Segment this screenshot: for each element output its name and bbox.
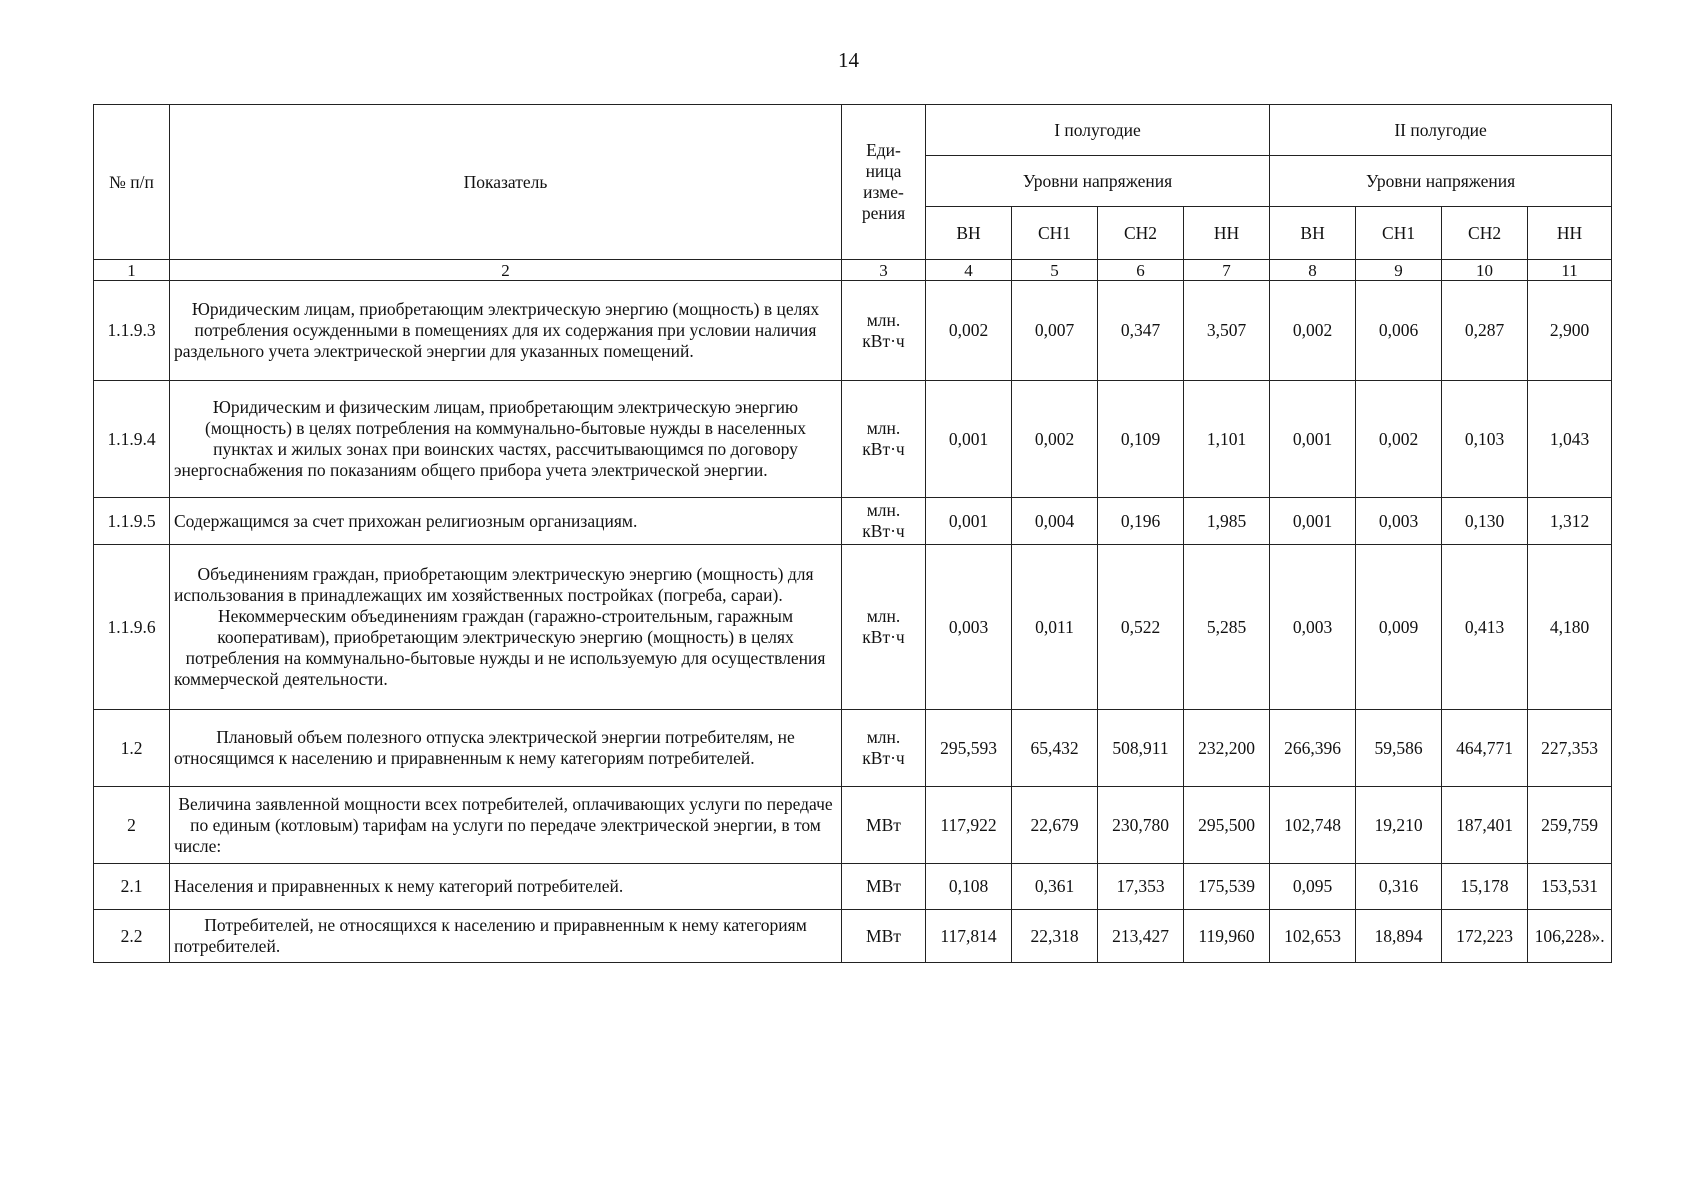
row-value: 19,210 (1356, 787, 1442, 864)
row-value: 0,001 (1270, 498, 1356, 545)
header-level-nn-1: НН (1184, 207, 1270, 260)
row-value: 0,002 (1012, 381, 1098, 498)
row-number: 2 (94, 787, 170, 864)
row-number: 2.2 (94, 910, 170, 963)
row-description: Содержащимся за счет прихожан религиозным организациям. (170, 498, 842, 545)
row-value: 175,539 (1184, 864, 1270, 910)
column-number: 10 (1442, 260, 1528, 281)
row-number: 1.1.9.3 (94, 281, 170, 381)
header-half1: I полугодие (926, 105, 1270, 156)
column-number: 8 (1270, 260, 1356, 281)
row-value: 1,101 (1184, 381, 1270, 498)
row-description: Потребителей, не относящихся к населению и приравненным к нему категориям потребителей. (170, 910, 842, 963)
row-value: 0,006 (1356, 281, 1442, 381)
column-number: 6 (1098, 260, 1184, 281)
table-row (94, 498, 1612, 545)
row-value: 4,180 (1528, 545, 1612, 710)
row-unit: МВт (842, 910, 926, 963)
row-value: 0,413 (1442, 545, 1528, 710)
row-value: 17,353 (1098, 864, 1184, 910)
header-half2: II полугодие (1270, 105, 1612, 156)
row-value: 5,285 (1184, 545, 1270, 710)
row-value: 0,002 (1270, 281, 1356, 381)
row-number: 1.1.9.5 (94, 498, 170, 545)
table-row (94, 787, 1612, 864)
row-value: 0,316 (1356, 864, 1442, 910)
row-value: 0,287 (1442, 281, 1528, 381)
row-unit: МВт (842, 787, 926, 864)
row-value: 0,196 (1098, 498, 1184, 545)
row-value: 2,900 (1528, 281, 1612, 381)
row-value: 102,653 (1270, 910, 1356, 963)
row-value: 0,007 (1012, 281, 1098, 381)
row-value: 0,004 (1012, 498, 1098, 545)
header-col-unit: Еди- ница изме- рения (842, 105, 926, 260)
header-level-sn1-2: СН1 (1356, 207, 1442, 260)
row-value: 0,361 (1012, 864, 1098, 910)
row-value: 1,312 (1528, 498, 1612, 545)
row-value: 213,427 (1098, 910, 1184, 963)
column-number: 3 (842, 260, 926, 281)
column-number: 4 (926, 260, 1012, 281)
row-value: 266,396 (1270, 710, 1356, 787)
row-value: 464,771 (1442, 710, 1528, 787)
row-description: Величина заявленной мощности всех потребителей, оплачивающих услуги по передаче по единым (котловым) тарифам на услуги по передаче электрической энергии, в том числе: (170, 787, 842, 864)
row-description: Населения и приравненных к нему категорий потребителей. (170, 864, 842, 910)
row-value: 0,003 (926, 545, 1012, 710)
header-col-indicator: Показатель (170, 105, 842, 260)
row-value: 230,780 (1098, 787, 1184, 864)
row-unit: МВт (842, 864, 926, 910)
header-voltage-levels-1: Уровни напряжения (926, 156, 1270, 207)
row-value: 0,522 (1098, 545, 1184, 710)
row-value: 227,353 (1528, 710, 1612, 787)
table-row (94, 545, 1612, 710)
row-value: 0,347 (1098, 281, 1184, 381)
row-value: 232,200 (1184, 710, 1270, 787)
row-value: 0,002 (926, 281, 1012, 381)
row-value: 1,043 (1528, 381, 1612, 498)
row-value: 0,003 (1356, 498, 1442, 545)
row-value: 106,228». (1528, 910, 1612, 963)
row-description: Юридическим лицам, приобретающим электрическую энергию (мощность) в целях потребления осужденными в помещениях для их содержания при условии наличия раздельного учета электрической энергии для указанных помещений. (170, 281, 842, 381)
row-description: Объединениям граждан, приобретающим электрическую энергию (мощность) для использования в принадлежащих им хозяйственных постройках (погреба, сараи). Некоммерческим объединениям граждан (гаражно-строительным, гаражным кооперативам), приобретающим электрическую энергию (мощность) в целях потребления на коммунально-бытовые нужды и не используемую для осуществления коммерческой деятельности. (170, 545, 842, 710)
table-row (94, 710, 1612, 787)
row-value: 295,500 (1184, 787, 1270, 864)
row-value: 0,109 (1098, 381, 1184, 498)
row-value: 295,593 (926, 710, 1012, 787)
row-value: 18,894 (1356, 910, 1442, 963)
header-col-no: № п/п (94, 105, 170, 260)
row-value: 102,748 (1270, 787, 1356, 864)
header-level-nn-2: НН (1528, 207, 1612, 260)
row-number: 1.2 (94, 710, 170, 787)
row-value: 59,586 (1356, 710, 1442, 787)
table-row (94, 910, 1612, 963)
row-value: 0,130 (1442, 498, 1528, 545)
row-value: 15,178 (1442, 864, 1528, 910)
row-number: 1.1.9.4 (94, 381, 170, 498)
row-value: 1,985 (1184, 498, 1270, 545)
row-unit: млн. кВт·ч (842, 545, 926, 710)
column-number: 11 (1528, 260, 1612, 281)
row-number: 1.1.9.6 (94, 545, 170, 710)
row-unit: млн. кВт·ч (842, 710, 926, 787)
row-value: 3,507 (1184, 281, 1270, 381)
row-value: 172,223 (1442, 910, 1528, 963)
row-value: 0,003 (1270, 545, 1356, 710)
column-number: 1 (94, 260, 170, 281)
row-value: 0,001 (1270, 381, 1356, 498)
table-row (94, 281, 1612, 381)
row-value: 0,108 (926, 864, 1012, 910)
row-unit: млн. кВт·ч (842, 281, 926, 381)
tariff-table (93, 104, 1612, 963)
column-number: 5 (1012, 260, 1098, 281)
row-value: 0,001 (926, 498, 1012, 545)
row-value: 187,401 (1442, 787, 1528, 864)
row-value: 22,318 (1012, 910, 1098, 963)
row-value: 117,922 (926, 787, 1012, 864)
row-value: 0,095 (1270, 864, 1356, 910)
table-row (94, 864, 1612, 910)
row-value: 0,001 (926, 381, 1012, 498)
row-value: 0,009 (1356, 545, 1442, 710)
header-level-sn1-1: СН1 (1012, 207, 1098, 260)
row-value: 0,011 (1012, 545, 1098, 710)
table-row (94, 381, 1612, 498)
row-value: 22,679 (1012, 787, 1098, 864)
header-level-vn-1: ВН (926, 207, 1012, 260)
row-value: 119,960 (1184, 910, 1270, 963)
column-numbers-row (94, 260, 1612, 281)
header-voltage-levels-2: Уровни напряжения (1270, 156, 1612, 207)
column-number: 2 (170, 260, 842, 281)
row-unit: млн. кВт·ч (842, 381, 926, 498)
row-value: 153,531 (1528, 864, 1612, 910)
row-value: 0,103 (1442, 381, 1528, 498)
row-value: 259,759 (1528, 787, 1612, 864)
row-unit: млн. кВт·ч (842, 498, 926, 545)
row-value: 508,911 (1098, 710, 1184, 787)
row-value: 117,814 (926, 910, 1012, 963)
row-description: Плановый объем полезного отпуска электрической энергии потребителям, не относящимся к населению и приравненным к нему категориям потребителей. (170, 710, 842, 787)
row-value: 65,432 (1012, 710, 1098, 787)
column-number: 9 (1356, 260, 1442, 281)
row-number: 2.1 (94, 864, 170, 910)
column-number: 7 (1184, 260, 1270, 281)
row-description: Юридическим и физическим лицам, приобретающим электрическую энергию (мощность) в целях потребления на коммунально-бытовые нужды в населенных пунктах и жилых зонах при воинских частях, рассчитывающимся по договору энергоснабжения по показаниям общего прибора учета электрической энергии. (170, 381, 842, 498)
row-value: 0,002 (1356, 381, 1442, 498)
header-level-sn2-1: СН2 (1098, 207, 1184, 260)
header-level-sn2-2: СН2 (1442, 207, 1528, 260)
page-number: 14 (838, 48, 859, 72)
header-level-vn-2: ВН (1270, 207, 1356, 260)
